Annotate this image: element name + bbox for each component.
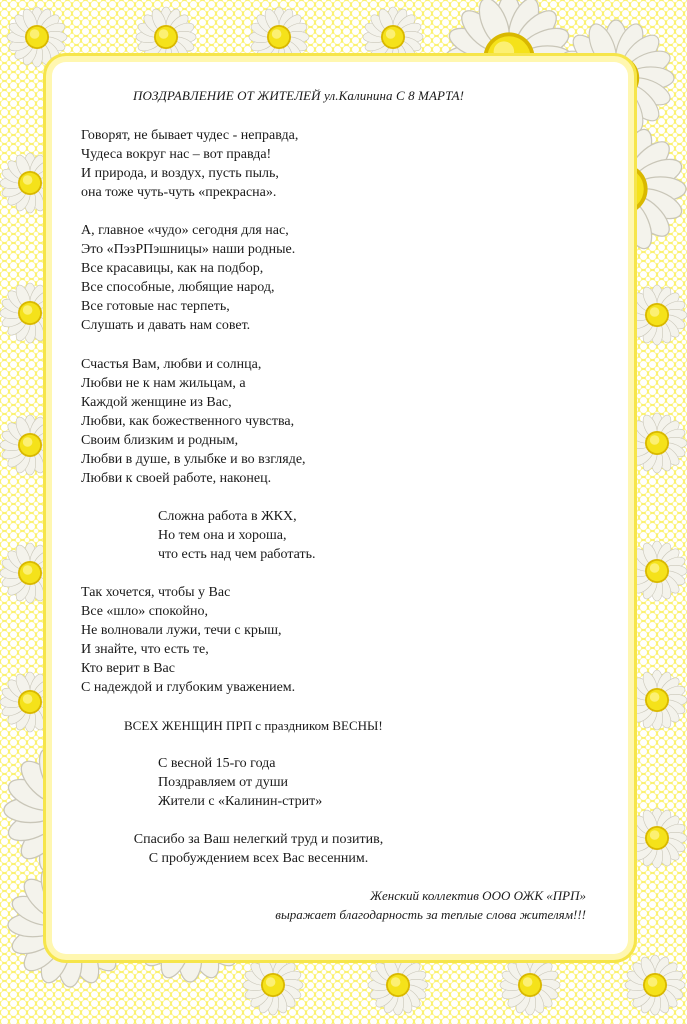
- poem-line: Жители с «Калинин-стрит»: [158, 794, 323, 809]
- daisy-flower-icon: [625, 283, 687, 347]
- poem-stanza-3: [81, 355, 306, 488]
- poem-line: Все способные, любящие народ,: [81, 280, 275, 295]
- poem-line: Своим близким и родным,: [81, 433, 239, 448]
- poem-line: Любви не к нам жильцам, а: [81, 376, 246, 391]
- daisy-flower-icon: [366, 953, 430, 1017]
- poem-stanza-4: [158, 507, 316, 564]
- daisy-flower-icon: [247, 5, 311, 69]
- poem-line: Сложна работа в ЖКХ,: [158, 509, 297, 524]
- poem-line: И знайте, что есть те,: [81, 642, 209, 657]
- daisy-flower-icon: [134, 5, 198, 69]
- poem-line: Слушать и давать нам совет.: [81, 318, 251, 333]
- poem-line: Спасибо за Ваш нелегкий труд и позитив,: [133, 832, 384, 847]
- poem-line: Это «ПэзРПэшницы» наши родные.: [81, 242, 296, 257]
- poem-stanza-5: [81, 583, 295, 697]
- closing-stanza: [158, 754, 322, 811]
- poem-line: она тоже чуть-чуть «прекрасна».: [81, 185, 277, 200]
- daisy-flower-icon: [498, 953, 562, 1017]
- poem-line: Любви, как божественного чувства,: [81, 414, 295, 429]
- poem-line: Не волновали лужи, течи с крыш,: [81, 623, 282, 638]
- poem-line: А, главное «чудо» сегодня для нас,: [81, 223, 289, 238]
- poem-line: Счастья Вам, любви и солнца,: [81, 357, 262, 372]
- poem-line: Чудеса вокруг нас – вот правда!: [81, 147, 272, 162]
- poem-line: Все готовые нас терпеть,: [81, 299, 230, 314]
- daisy-flower-icon: [625, 668, 687, 732]
- daisy-flower-icon: [623, 953, 687, 1017]
- poem-line: Говорят, не бывает чудес - неправда,: [81, 128, 299, 143]
- poem-line: Но тем она и хороша,: [158, 528, 287, 543]
- poem-line: И природа, и воздух, пусть пыль,: [81, 166, 279, 181]
- poem-line: Поздравляем от души: [158, 775, 288, 790]
- poem-line: Любви к своей работе, наконец.: [81, 471, 272, 486]
- poem-line: С пробуждением всех Вас весенним.: [148, 851, 369, 866]
- poem-line: Так хочется, чтобы у Вас: [81, 585, 231, 600]
- daisy-flower-icon: [625, 806, 687, 870]
- poem-line: Все красавицы, как на подбор,: [81, 261, 264, 276]
- signature: [275, 886, 586, 924]
- poem-line: С надеждой и глубоким уважением.: [81, 680, 296, 695]
- poem-line: Каждой женщине из Вас,: [81, 395, 232, 410]
- signature-line: выражает благодарность за теплые слова жителям!!!: [275, 907, 586, 922]
- thanks-stanza: [0, 830, 517, 868]
- poem-line: Кто верит в Вас: [81, 661, 175, 676]
- poem-stanza-2: [81, 221, 295, 335]
- daisy-flower-icon: [625, 539, 687, 603]
- signature-line: Женский коллектив ООО ОЖК «ПРП»: [370, 888, 586, 903]
- poem-line: Все «шло» спокойно,: [81, 604, 208, 619]
- daisy-flower-icon: [361, 5, 425, 69]
- daisy-flower-icon: [625, 411, 687, 475]
- poem-line: Любви в душе, в улыбке и во взгляде,: [81, 452, 306, 467]
- page-title: ПОЗДРАВЛЕНИЕ ОТ ЖИТЕЛЕЙ ул.Калинина С 8 МАРТА!: [133, 88, 465, 103]
- daisy-flower-icon: [5, 5, 69, 69]
- poem-line: С весной 15-го года: [158, 756, 276, 771]
- daisy-flower-icon: [241, 953, 305, 1017]
- poem-line: что есть над чем работать.: [158, 547, 316, 562]
- poem-stanza-1: [81, 126, 298, 202]
- holiday-greeting: ВСЕХ ЖЕНЩИН ПРП с праздником ВЕСНЫ!: [124, 718, 383, 733]
